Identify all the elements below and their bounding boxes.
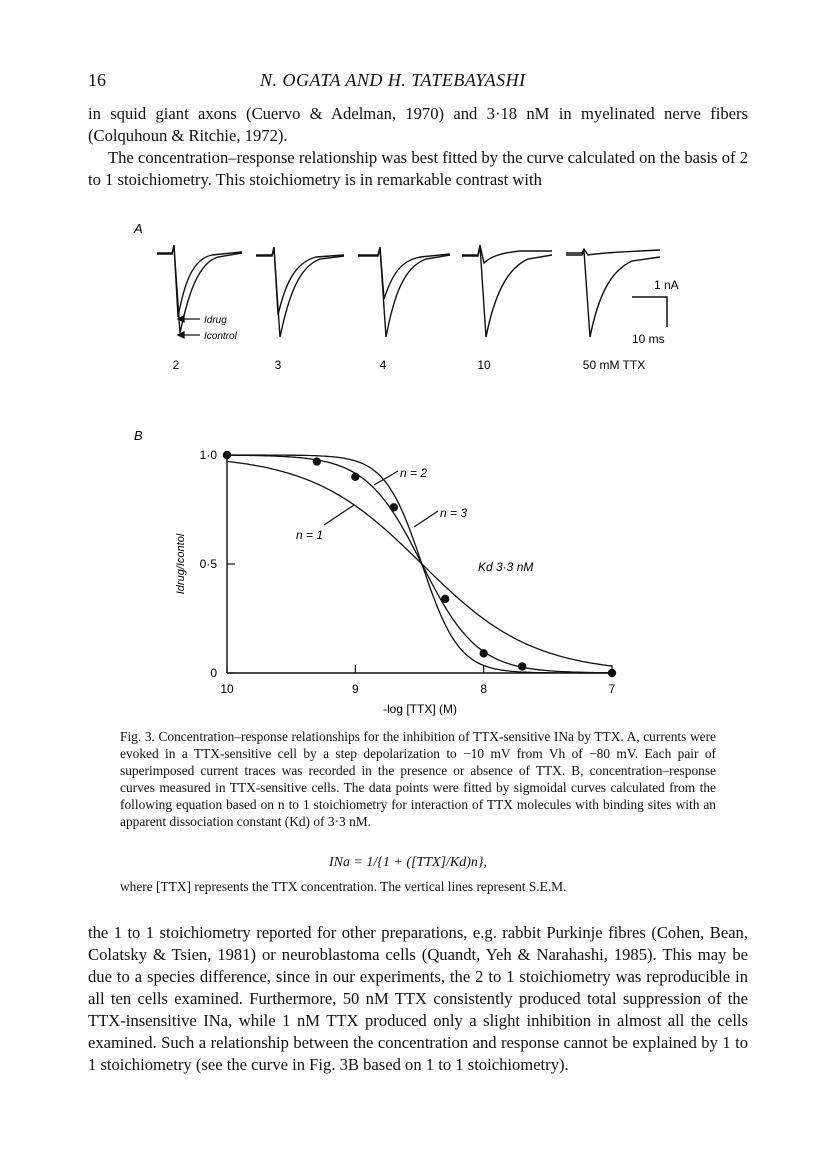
running-title: N. OGATA AND H. TATEBAYASHI — [260, 70, 526, 90]
caption-main: Fig. 3. Concentration–response relationships for the inhibition of TTX-sensitive INa by TTX. A, currents were evoked in a TTX-sensitive cell by a step depolarization to −10 mV from Vh of −80 mV. Each pair of superimposed current traces was recorded in the presence or absence of TTX. B, concentration–response curves measured in TTX-sensitive cells. The data points were fitted by sigmoidal curves calculated from the following equation based on n to 1 stoichiometry for interaction of TTX molecules with binding sites with an apparent dissociation constant (Kd) of 3·3 nM. — [120, 729, 716, 829]
fit-curve-n2 — [227, 455, 612, 673]
trace-label-10: 10 — [477, 358, 491, 372]
fit-curve-n3 — [227, 455, 612, 673]
icontrol-arrow-icon — [178, 332, 200, 338]
curve-label-n2: n = 2 — [400, 466, 428, 480]
fit-curve-n1 — [227, 461, 612, 666]
data-point — [351, 473, 359, 481]
trace-label-2: 2 — [172, 358, 180, 372]
trace-pair-3 — [256, 247, 344, 337]
trace-label-50: 50 mM TTX — [582, 358, 646, 372]
caption-footer: where [TTX] represents the TTX concentration. The vertical lines represent S.E.M. — [120, 879, 567, 894]
icontrol-label: Icontrol — [204, 331, 237, 342]
fit-curves — [227, 455, 612, 673]
data-point — [518, 662, 526, 670]
x-tick-label: 8 — [480, 682, 488, 696]
data-points — [223, 451, 616, 677]
y-tick-label: 0·5 — [199, 557, 217, 571]
intro-text — [88, 103, 748, 191]
scale-current-label: 1 nA — [654, 278, 679, 292]
scale-time-label: 10 ms — [632, 332, 665, 346]
concentration-response-chart — [200, 448, 617, 696]
idrug-label: Idrug — [204, 315, 227, 326]
data-point — [390, 503, 398, 511]
data-point — [441, 595, 449, 603]
trace-label-3: 3 — [274, 358, 282, 372]
data-point — [313, 457, 321, 465]
x-tick-label: 7 — [608, 682, 616, 696]
data-point — [223, 451, 231, 459]
equation: INa = 1/{1 + ([TTX]/Kd)n}, — [328, 855, 488, 870]
trace-pair-50 — [566, 249, 660, 337]
intro-line1: in squid giant axons (Cuervo & Adelman, 1970) and 3·18 nM in myelinated nerve fibers (Colquhoun & Ritchie, 1972). — [88, 104, 748, 145]
curve-label-n3: n = 3 — [440, 506, 468, 520]
panel-b-label: B — [134, 428, 143, 443]
x-tick-label: 9 — [351, 682, 359, 696]
figure-3 — [120, 215, 700, 725]
y-axis-label: Idrug/Icontol — [175, 533, 187, 595]
x-axis-label: -log [TTX] (M) — [383, 702, 457, 716]
trace-pair-4 — [358, 247, 450, 337]
kd-label: Kd 3·3 nM — [478, 560, 534, 574]
trace-label-4: 4 — [379, 358, 387, 372]
trace-pair-2 — [157, 245, 242, 333]
trace-pair-10 — [462, 245, 552, 337]
axis-ticks — [200, 448, 616, 696]
x-tick-label: 10 — [220, 682, 234, 696]
y-tick-label: 1·0 — [199, 448, 217, 462]
figure-svg — [120, 215, 700, 725]
page-number: 16 — [88, 70, 106, 90]
panel-a-label: A — [134, 221, 143, 236]
scale-bar — [632, 297, 667, 327]
body-text: the 1 to 1 stoichiometry reported for other preparations, e.g. rabbit Purkinje fibres (Cohen, Bean, Colatsky & Tsien, 1981) or neuroblastoma cells (Quandt, Yeh & Narahashi, 1985). This may be due to a species difference, since in our experiments, the 2 to 1 stoichiometry was reproducible in all ten cells examined. Furthermore, 50 nM TTX consistently produced total suppression of the TTX-insensitive INa, while 1 nM TTX produced only a slight inhibition in almost all the cells examined. Such a relationship between the concentration and response cannot be explained by 1 to 1 stoichiometry (see the curve in Fig. 3B based on 1 to 1 stoichiometry). — [88, 923, 748, 1074]
data-point — [608, 669, 616, 677]
data-point — [479, 649, 487, 657]
figure-caption — [120, 728, 716, 830]
curve-label-n1: n = 1 — [296, 528, 324, 542]
n3-pointer — [414, 511, 438, 527]
n1-pointer — [324, 505, 354, 525]
idrug-arrow-icon — [178, 316, 200, 322]
intro-line2: The concentration–response relationship was best fitted by the curve calculated on the basis of 2 to 1 stoichiometry. This stoichiometry is in remarkable contrast with — [88, 148, 748, 189]
y-tick-label: 0 — [210, 666, 217, 680]
